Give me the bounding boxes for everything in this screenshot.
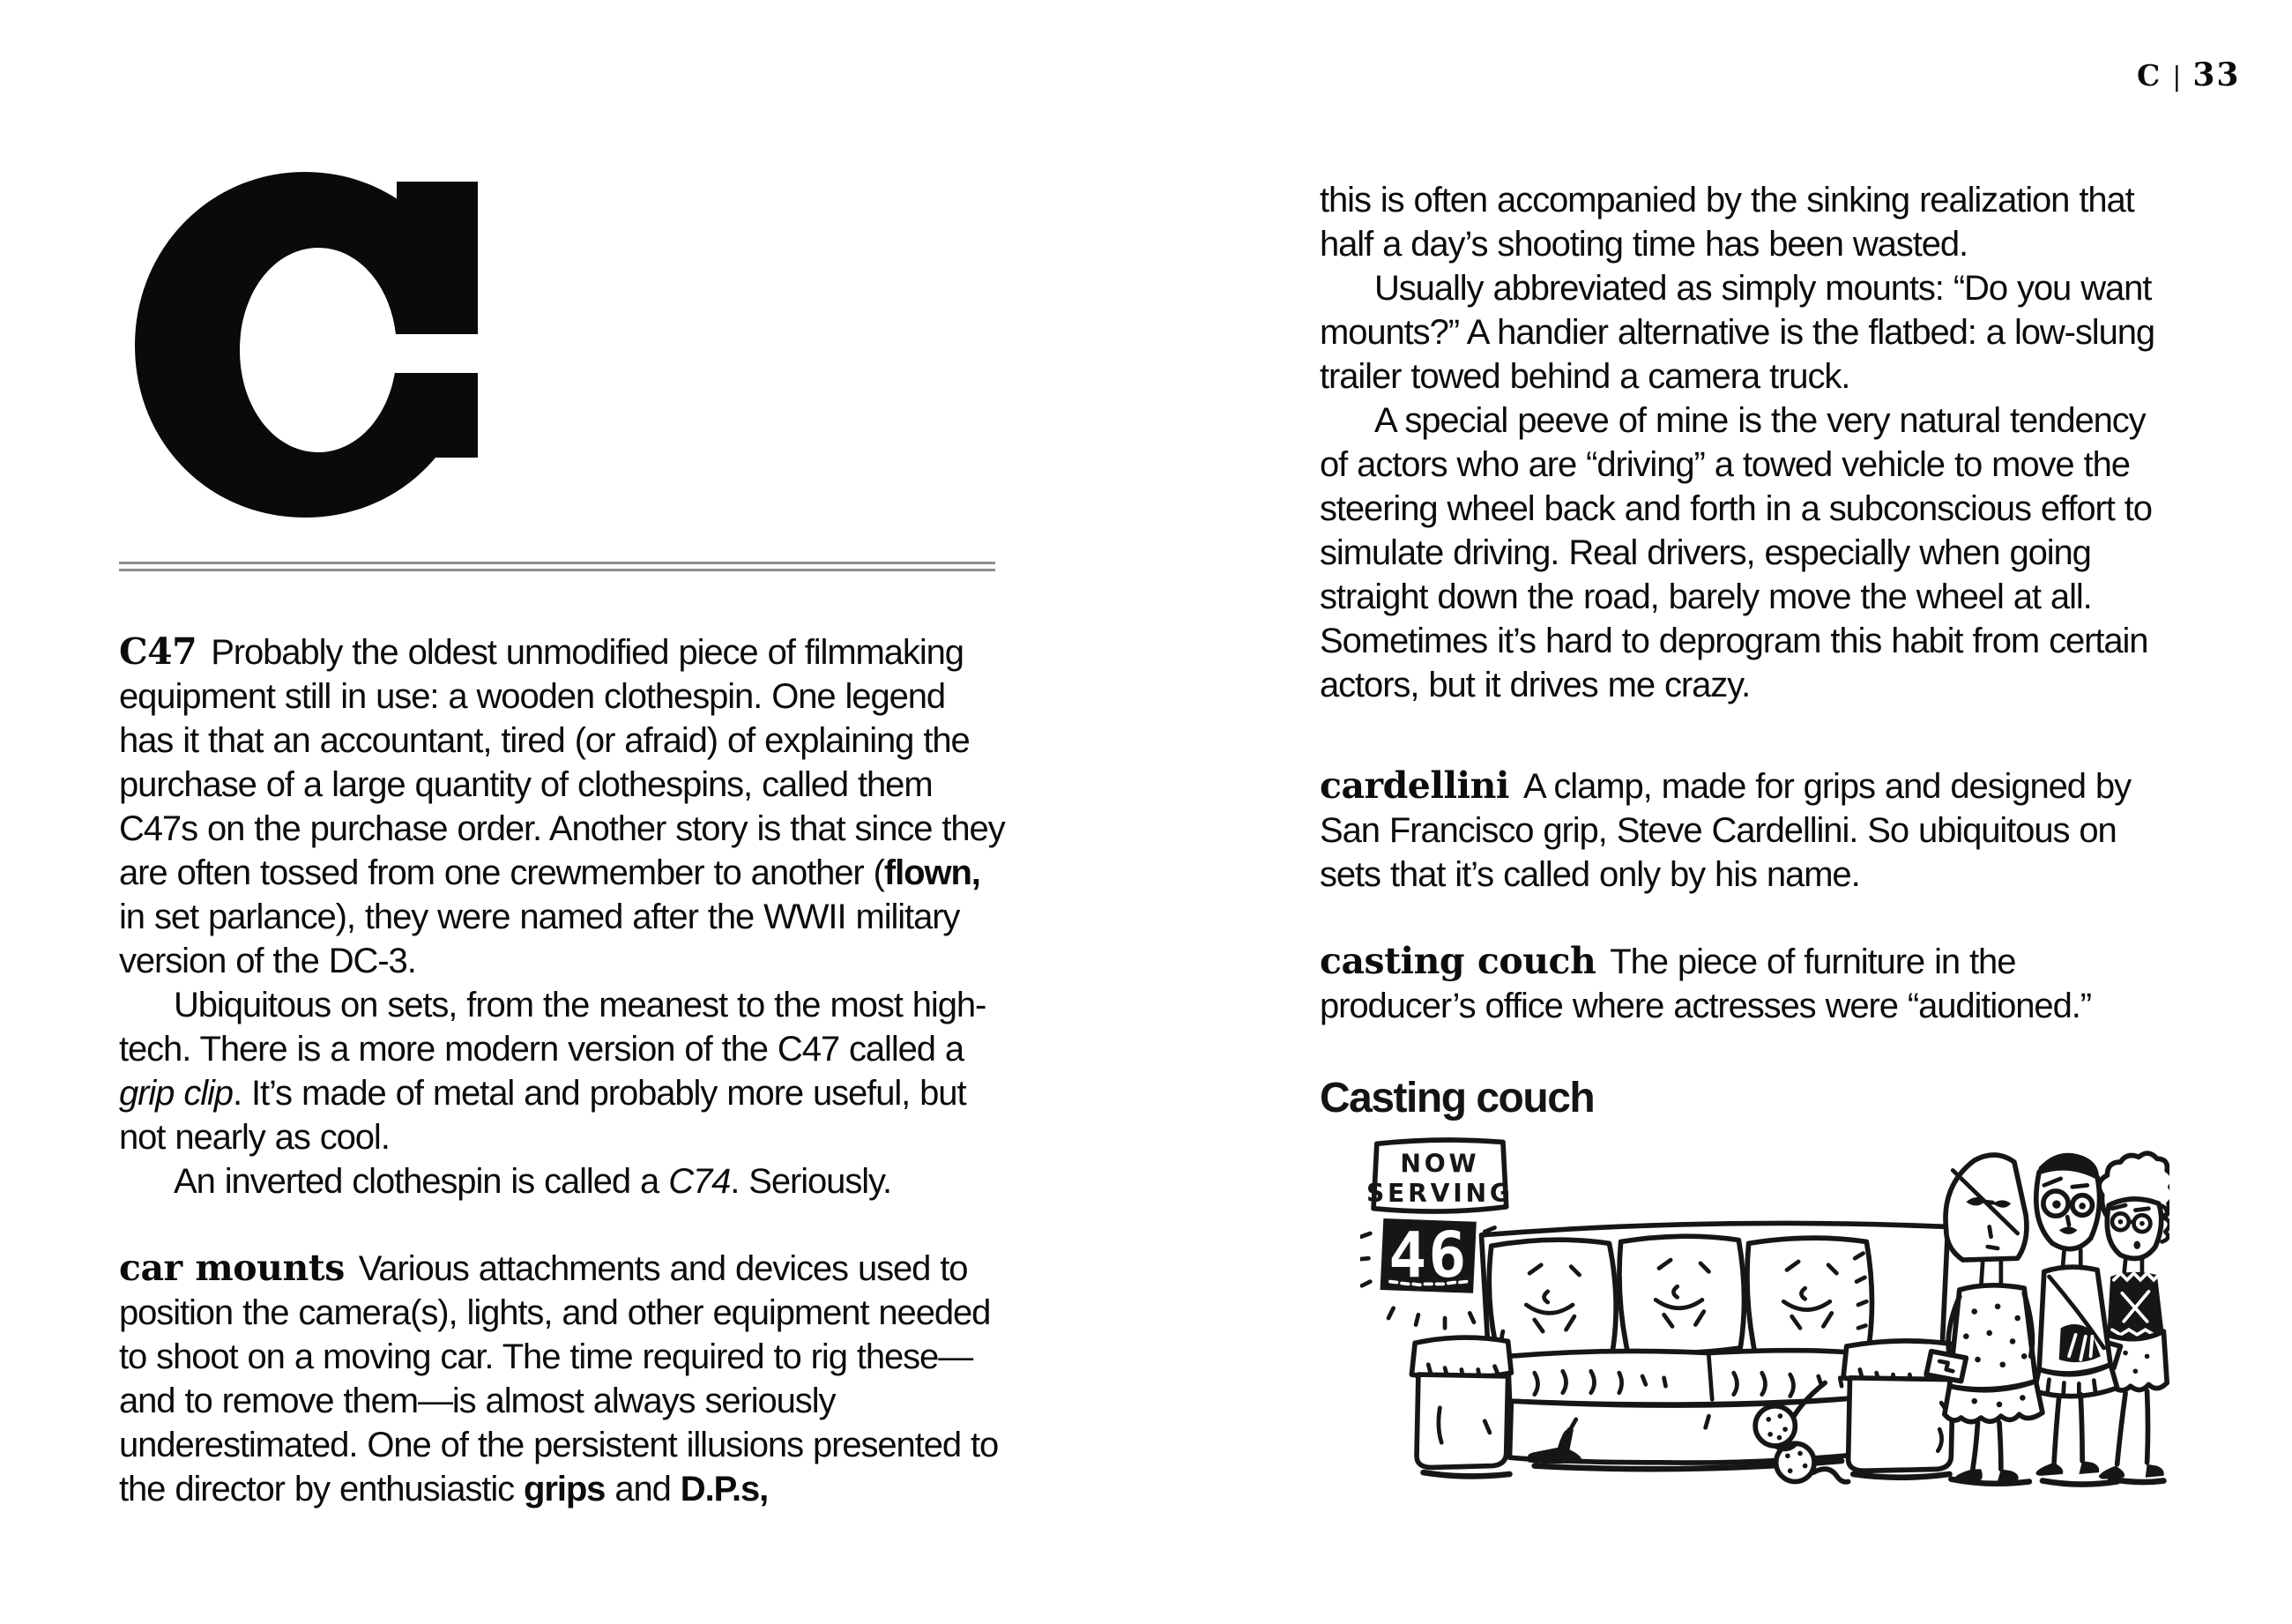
- sign-line-2: SERVING: [1366, 1179, 1514, 1209]
- section-divider: [119, 562, 995, 571]
- section-dropcap-letter-c: [132, 169, 478, 520]
- sign-line-1: NOW: [1400, 1149, 1480, 1179]
- header-separator: |: [2172, 62, 2182, 93]
- entry-text: Various attachments and devices used to position the camera(s), lights, and other equipment needed to shoot on a moving car. The time required to rig these—and to remove them—is almost always seriously underestimated. One of the persistent illusions presented to the director by enthusiastic grips and D.P.s,: [119, 1249, 999, 1509]
- now-serving-sign: [1366, 1140, 1514, 1211]
- entry-car-mounts: [119, 1246, 1008, 1511]
- entry-lead-paragraph: [119, 1246, 1008, 1511]
- entry-term: cardellini: [1320, 764, 1509, 807]
- entry-term: C47: [119, 630, 197, 673]
- couch: [1411, 1223, 1959, 1477]
- entry-c47: [119, 629, 1008, 1203]
- entry-car-mounts-continuation: [1320, 178, 2179, 707]
- figure-caption: Casting couch: [1320, 1075, 1595, 1121]
- counter-display: [1360, 1218, 1496, 1328]
- couch-cushion-middle: [1619, 1236, 1745, 1353]
- counter-number: 46: [1388, 1218, 1469, 1292]
- entry-cardellini: [1320, 764, 2179, 897]
- casting-couch-cartoon: [1360, 1134, 2169, 1499]
- entry-text: Probably the oldest unmodified piece of filmmaking equipment still in use: a wooden clothespin. One legend has it that an accountant, tired (or afraid) of explaining the purchase of a large quantity of clothespins, called them C47s on the purchase order. Another story is that since they are often tossed from one crewmember to another (flown, in set parlance), they were named after the WWII military version of the DC-3.: [119, 633, 1005, 980]
- header-page-number: 33: [2192, 56, 2241, 93]
- paragraph: this is often accompanied by the sinking realization that half a day’s shooting time has been wasted.: [1320, 181, 2134, 264]
- entry-text: The piece of furniture in the producer’s office where actresses were “auditioned.”: [1320, 942, 2091, 1025]
- entry-lead-paragraph: [119, 629, 1008, 983]
- entry-term: casting couch: [1320, 940, 1596, 982]
- paragraph: A special peeve of mine is the very natural tendency of actors who are “driving” a towed vehicle to move the steering wheel back and forth in a subconscious effort to simulate driving. Real drivers, especially when going straight down the road, barely move the wheel at all. Sometimes it’s hard to deprogram this habit from certain actors, but it drives me crazy.: [1320, 401, 2152, 704]
- right-page-column: [1320, 178, 2179, 1499]
- casting-couch-illustration: [1320, 1076, 2179, 1499]
- couch-seat: [1508, 1351, 1858, 1404]
- paragraph: Ubiquitous on sets, from the meanest to the most high-tech. There is a more modern version of the C47 called a grip clip. It’s made of metal and probably more useful, but not nearly as cool.: [119, 986, 986, 1157]
- left-page-column: [119, 617, 1008, 1511]
- paragraph: Usually abbreviated as simply mounts: “Do you want mounts?” A handier alternative is the flatbed: a low-slung trailer towed behind a camera truck.: [1320, 269, 2155, 396]
- couch-cushion-right: [1747, 1238, 1872, 1356]
- header-section-letter: C: [2137, 58, 2162, 93]
- actress-shadows: [1951, 1479, 2163, 1485]
- entry-casting-couch: [1320, 939, 2179, 1028]
- entry-text: A clamp, made for grips and designed by San Francisco grip, Steve Cardellini. So ubiquitous on sets that it’s called only by his name.: [1320, 767, 2131, 894]
- entry-lead-paragraph: [1320, 939, 2179, 1028]
- waiting-actresses: [1926, 1153, 2169, 1485]
- entry-term: car mounts: [119, 1247, 345, 1289]
- page-header: [2137, 56, 2240, 93]
- entry-lead-paragraph: [1320, 764, 2179, 897]
- paragraph: An inverted clothespin is called a C74. Seriously.: [174, 1162, 891, 1201]
